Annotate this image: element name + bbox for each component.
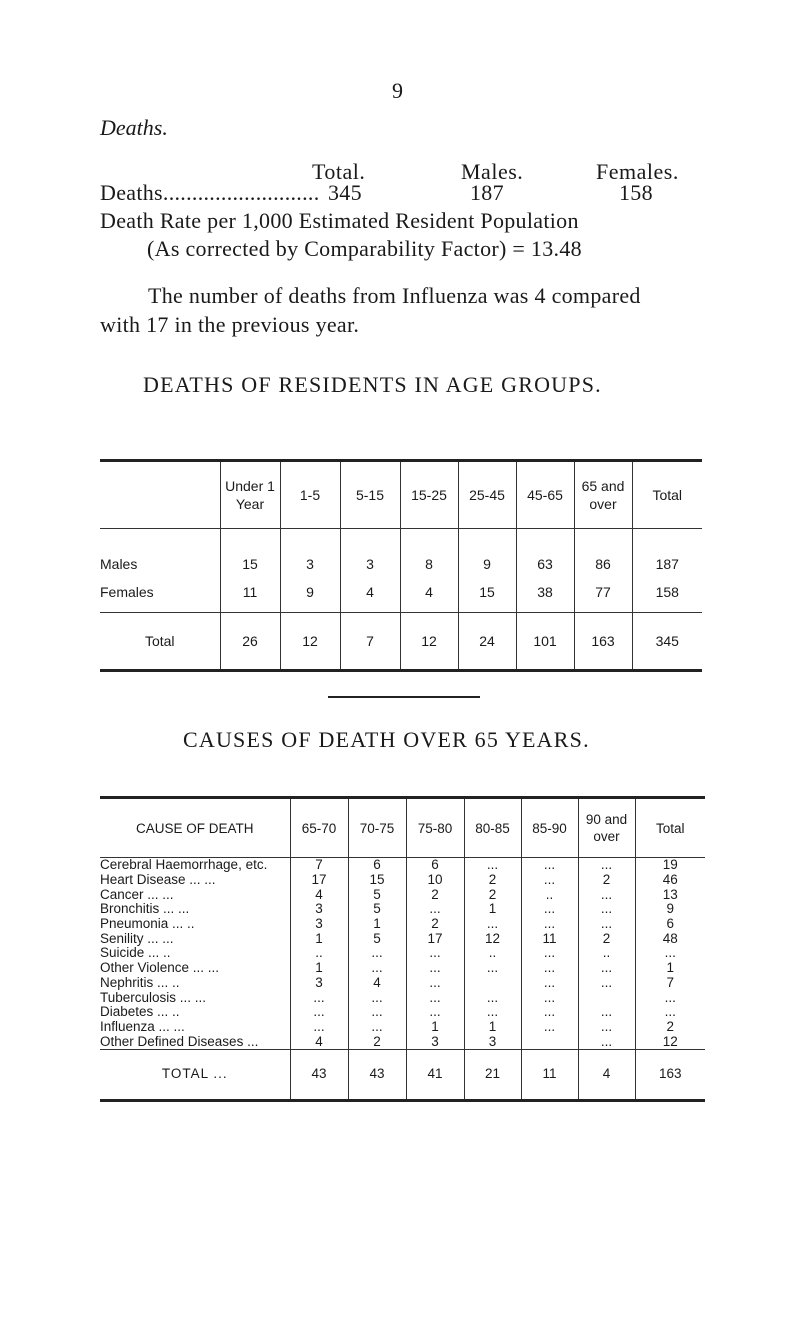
table-cell: 2 bbox=[578, 931, 635, 946]
table-cell: 1 bbox=[290, 961, 348, 976]
age-header-65-over: 65 and over bbox=[574, 461, 632, 529]
table-cell: 10 bbox=[406, 873, 464, 888]
age-groups-table bbox=[100, 459, 702, 672]
table-cell: ... bbox=[406, 976, 464, 991]
table-cell: 41 bbox=[406, 1049, 464, 1100]
table-cell: 48 bbox=[635, 931, 705, 946]
table-cell: 1 bbox=[290, 931, 348, 946]
cause-header-85-90: 85-90 bbox=[521, 798, 578, 858]
table-row bbox=[100, 1020, 705, 1035]
table-cell: 5 bbox=[348, 931, 406, 946]
table-row bbox=[100, 529, 702, 573]
table-cell: 12 bbox=[400, 613, 458, 671]
table-cell: 38 bbox=[516, 572, 574, 613]
causes-total-label: TOTAL ... bbox=[100, 1049, 290, 1100]
table-row bbox=[100, 990, 705, 1005]
table-cell: 4 bbox=[348, 976, 406, 991]
table-cell: 7 bbox=[340, 613, 400, 671]
table-cell: 21 bbox=[464, 1049, 521, 1100]
age-header-5-15: 5-15 bbox=[340, 461, 400, 529]
cause-header-80-85: 80-85 bbox=[464, 798, 521, 858]
table-cell: 6 bbox=[635, 917, 705, 932]
table-cell: ... bbox=[521, 917, 578, 932]
table-cell: 12 bbox=[464, 931, 521, 946]
table-cell: 3 bbox=[280, 529, 340, 573]
table-cell: 3 bbox=[340, 529, 400, 573]
cause-header-65-70: 65-70 bbox=[290, 798, 348, 858]
table-cell: ... bbox=[406, 961, 464, 976]
deaths-leader-dots: ........................... bbox=[162, 180, 320, 205]
cause-label: Other Defined Diseases ... bbox=[100, 1033, 259, 1049]
deaths-females-value: 158 bbox=[619, 180, 653, 205]
age-header-45-65: 45-65 bbox=[516, 461, 574, 529]
table-cell: 4 bbox=[290, 1034, 348, 1049]
table-cell: 163 bbox=[574, 613, 632, 671]
table-cell: ... bbox=[521, 858, 578, 873]
table-cell: 2 bbox=[464, 887, 521, 902]
causes-title: CAUSES OF DEATH OVER 65 YEARS. bbox=[183, 727, 590, 752]
age-groups-title: DEATHS OF RESIDENTS IN AGE GROUPS. bbox=[143, 372, 602, 397]
table-cell: 9 bbox=[280, 572, 340, 613]
cause-label: Senility ... ... bbox=[100, 930, 174, 946]
table-row bbox=[100, 902, 705, 917]
table-cell: 11 bbox=[521, 931, 578, 946]
table-cell: ... bbox=[348, 990, 406, 1005]
table-cell: 9 bbox=[458, 529, 516, 573]
table-cell: 4 bbox=[290, 887, 348, 902]
table-cell: .. bbox=[578, 946, 635, 961]
cause-label: Cancer ... ... bbox=[100, 886, 174, 902]
table-cell: ... bbox=[521, 1020, 578, 1035]
table-cell: ... bbox=[290, 990, 348, 1005]
table-cell: 2 bbox=[464, 873, 521, 888]
table-cell: 3 bbox=[290, 976, 348, 991]
table-cell: ... bbox=[578, 917, 635, 932]
death-rate-line-2: (As corrected by Comparability Factor) = 13.48 bbox=[147, 236, 582, 261]
table-cell: 17 bbox=[290, 873, 348, 888]
table-cell: 4 bbox=[340, 572, 400, 613]
table-cell: ... bbox=[348, 1020, 406, 1035]
summary-header-total: Total. bbox=[312, 159, 366, 184]
cause-label: Suicide ... .. bbox=[100, 945, 171, 961]
cause-label: Other Violence ... ... bbox=[100, 960, 220, 976]
table-cell: 345 bbox=[632, 613, 702, 671]
cause-header-total: Total bbox=[635, 798, 705, 858]
table-cell: ... bbox=[521, 961, 578, 976]
table-cell: 17 bbox=[406, 931, 464, 946]
table-cell: 63 bbox=[516, 529, 574, 573]
row-label-males: Males bbox=[100, 556, 138, 572]
divider bbox=[328, 696, 480, 698]
row-label-females: Females bbox=[100, 584, 154, 600]
table-cell: 46 bbox=[635, 873, 705, 888]
table-cell: 15 bbox=[458, 572, 516, 613]
table-cell: 4 bbox=[578, 1049, 635, 1100]
table-cell: 8 bbox=[400, 529, 458, 573]
table-cell: ... bbox=[521, 990, 578, 1005]
cause-header-75-80: 75-80 bbox=[406, 798, 464, 858]
age-header-25-45: 25-45 bbox=[458, 461, 516, 529]
causes-header-row bbox=[100, 798, 705, 858]
cause-header-90-over: 90 and over bbox=[578, 798, 635, 858]
table-cell: 15 bbox=[220, 529, 280, 573]
table-row bbox=[100, 917, 705, 932]
table-cell: 15 bbox=[348, 873, 406, 888]
table-cell: ... bbox=[464, 858, 521, 873]
deaths-label: Deaths bbox=[100, 180, 163, 205]
table-cell: 24 bbox=[458, 613, 516, 671]
table-cell: 9 bbox=[635, 902, 705, 917]
table-cell: 1 bbox=[464, 902, 521, 917]
table-cell: ... bbox=[464, 990, 521, 1005]
deaths-total-value: 345 bbox=[328, 180, 362, 205]
cause-header-70-75: 70-75 bbox=[348, 798, 406, 858]
influenza-note-line-1: The number of deaths from Influenza was 4 compared bbox=[148, 283, 641, 308]
table-cell: 1 bbox=[635, 961, 705, 976]
cause-label: Bronchitis ... ... bbox=[100, 901, 190, 917]
table-cell: ... bbox=[521, 1005, 578, 1020]
table-cell: ... bbox=[406, 902, 464, 917]
table-cell: 1 bbox=[464, 1020, 521, 1035]
cause-label: Nephritis ... .. bbox=[100, 974, 180, 990]
age-header-1-5: 1-5 bbox=[280, 461, 340, 529]
table-cell: ... bbox=[578, 961, 635, 976]
cause-label: Pneumonia ... .. bbox=[100, 916, 195, 932]
table-cell: ... bbox=[635, 1005, 705, 1020]
table-cell: ... bbox=[578, 1034, 635, 1049]
table-cell: 2 bbox=[578, 873, 635, 888]
table-cell: ... bbox=[406, 946, 464, 961]
age-header-blank bbox=[100, 461, 220, 529]
table-row bbox=[100, 961, 705, 976]
table-total-row bbox=[100, 613, 702, 671]
page-number: 9 bbox=[392, 78, 403, 103]
table-cell: 163 bbox=[635, 1049, 705, 1100]
table-cell: 19 bbox=[635, 858, 705, 873]
table-row bbox=[100, 858, 705, 873]
table-row bbox=[100, 887, 705, 902]
table-cell: 3 bbox=[290, 902, 348, 917]
table-cell: ... bbox=[406, 990, 464, 1005]
table-cell: 11 bbox=[521, 1049, 578, 1100]
table-cell: 11 bbox=[220, 572, 280, 613]
table-cell: 12 bbox=[635, 1034, 705, 1049]
table-cell: ... bbox=[578, 1005, 635, 1020]
table-cell: ... bbox=[521, 902, 578, 917]
age-groups-header-row bbox=[100, 461, 702, 529]
table-cell bbox=[578, 990, 635, 1005]
table-cell: ... bbox=[578, 887, 635, 902]
deaths-males-value: 187 bbox=[470, 180, 504, 205]
table-cell: 3 bbox=[290, 917, 348, 932]
death-rate-line-1: Death Rate per 1,000 Estimated Resident Population bbox=[100, 208, 579, 233]
table-row bbox=[100, 873, 705, 888]
table-cell: 77 bbox=[574, 572, 632, 613]
table-row bbox=[100, 946, 705, 961]
table-cell: .. bbox=[464, 946, 521, 961]
table-cell: ... bbox=[290, 1020, 348, 1035]
table-cell: 158 bbox=[632, 572, 702, 613]
table-cell: 2 bbox=[406, 917, 464, 932]
table-cell: 12 bbox=[280, 613, 340, 671]
table-cell: 86 bbox=[574, 529, 632, 573]
table-cell: 187 bbox=[632, 529, 702, 573]
table-cell: .. bbox=[290, 946, 348, 961]
table-cell: 3 bbox=[464, 1034, 521, 1049]
table-cell: ... bbox=[406, 1005, 464, 1020]
table-cell: 6 bbox=[406, 858, 464, 873]
table-cell: ... bbox=[348, 946, 406, 961]
cause-label: Cerebral Haemorrhage, etc. bbox=[100, 857, 268, 873]
table-cell: ... bbox=[464, 917, 521, 932]
table-cell: ... bbox=[521, 976, 578, 991]
table-cell: ... bbox=[464, 961, 521, 976]
table-cell: 2 bbox=[406, 887, 464, 902]
table-cell bbox=[521, 1034, 578, 1049]
section-heading-deaths: Deaths. bbox=[100, 115, 168, 140]
cause-label: Diabetes ... .. bbox=[100, 1004, 180, 1020]
table-cell: 101 bbox=[516, 613, 574, 671]
table-cell: ... bbox=[578, 858, 635, 873]
table-cell: 2 bbox=[635, 1020, 705, 1035]
table-cell: ... bbox=[635, 946, 705, 961]
age-header-total: Total bbox=[632, 461, 702, 529]
causes-table bbox=[100, 796, 705, 1102]
table-cell: 5 bbox=[348, 887, 406, 902]
table-cell: 6 bbox=[348, 858, 406, 873]
table-cell: ... bbox=[290, 1005, 348, 1020]
age-header-15-25: 15-25 bbox=[400, 461, 458, 529]
table-cell: 4 bbox=[400, 572, 458, 613]
table-cell: ... bbox=[348, 1005, 406, 1020]
deaths-label-line bbox=[100, 180, 320, 206]
cause-header: CAUSE OF DEATH bbox=[100, 798, 290, 858]
table-cell: ... bbox=[464, 1005, 521, 1020]
summary-header-males: Males. bbox=[461, 159, 524, 184]
row-label-total: Total bbox=[100, 613, 220, 671]
table-row bbox=[100, 1005, 705, 1020]
table-cell: ... bbox=[578, 1020, 635, 1035]
table-cell: ... bbox=[578, 902, 635, 917]
table-cell: ... bbox=[635, 990, 705, 1005]
table-cell: 1 bbox=[406, 1020, 464, 1035]
table-row bbox=[100, 1034, 705, 1049]
cause-label: Heart Disease ... ... bbox=[100, 872, 216, 888]
summary-header-females: Females. bbox=[596, 159, 679, 184]
table-cell: 3 bbox=[406, 1034, 464, 1049]
table-cell: 2 bbox=[348, 1034, 406, 1049]
table-cell: ... bbox=[578, 976, 635, 991]
table-cell: .. bbox=[521, 887, 578, 902]
table-cell: ... bbox=[521, 946, 578, 961]
table-row bbox=[100, 931, 705, 946]
table-cell: ... bbox=[521, 873, 578, 888]
table-cell: 7 bbox=[635, 976, 705, 991]
age-header-under-1: Under 1 Year bbox=[220, 461, 280, 529]
table-cell: 1 bbox=[348, 917, 406, 932]
table-cell: 43 bbox=[348, 1049, 406, 1100]
table-cell: ... bbox=[348, 961, 406, 976]
cause-label: Tuberculosis ... ... bbox=[100, 989, 207, 1005]
table-cell: 13 bbox=[635, 887, 705, 902]
influenza-note-line-2: with 17 in the previous year. bbox=[100, 312, 360, 337]
table-cell: 43 bbox=[290, 1049, 348, 1100]
table-row bbox=[100, 976, 705, 991]
table-cell bbox=[464, 976, 521, 991]
table-cell: 26 bbox=[220, 613, 280, 671]
table-cell: 7 bbox=[290, 858, 348, 873]
table-cell: 5 bbox=[348, 902, 406, 917]
causes-total-row bbox=[100, 1049, 705, 1100]
table-row bbox=[100, 572, 702, 613]
cause-label: Influenza ... ... bbox=[100, 1018, 185, 1034]
